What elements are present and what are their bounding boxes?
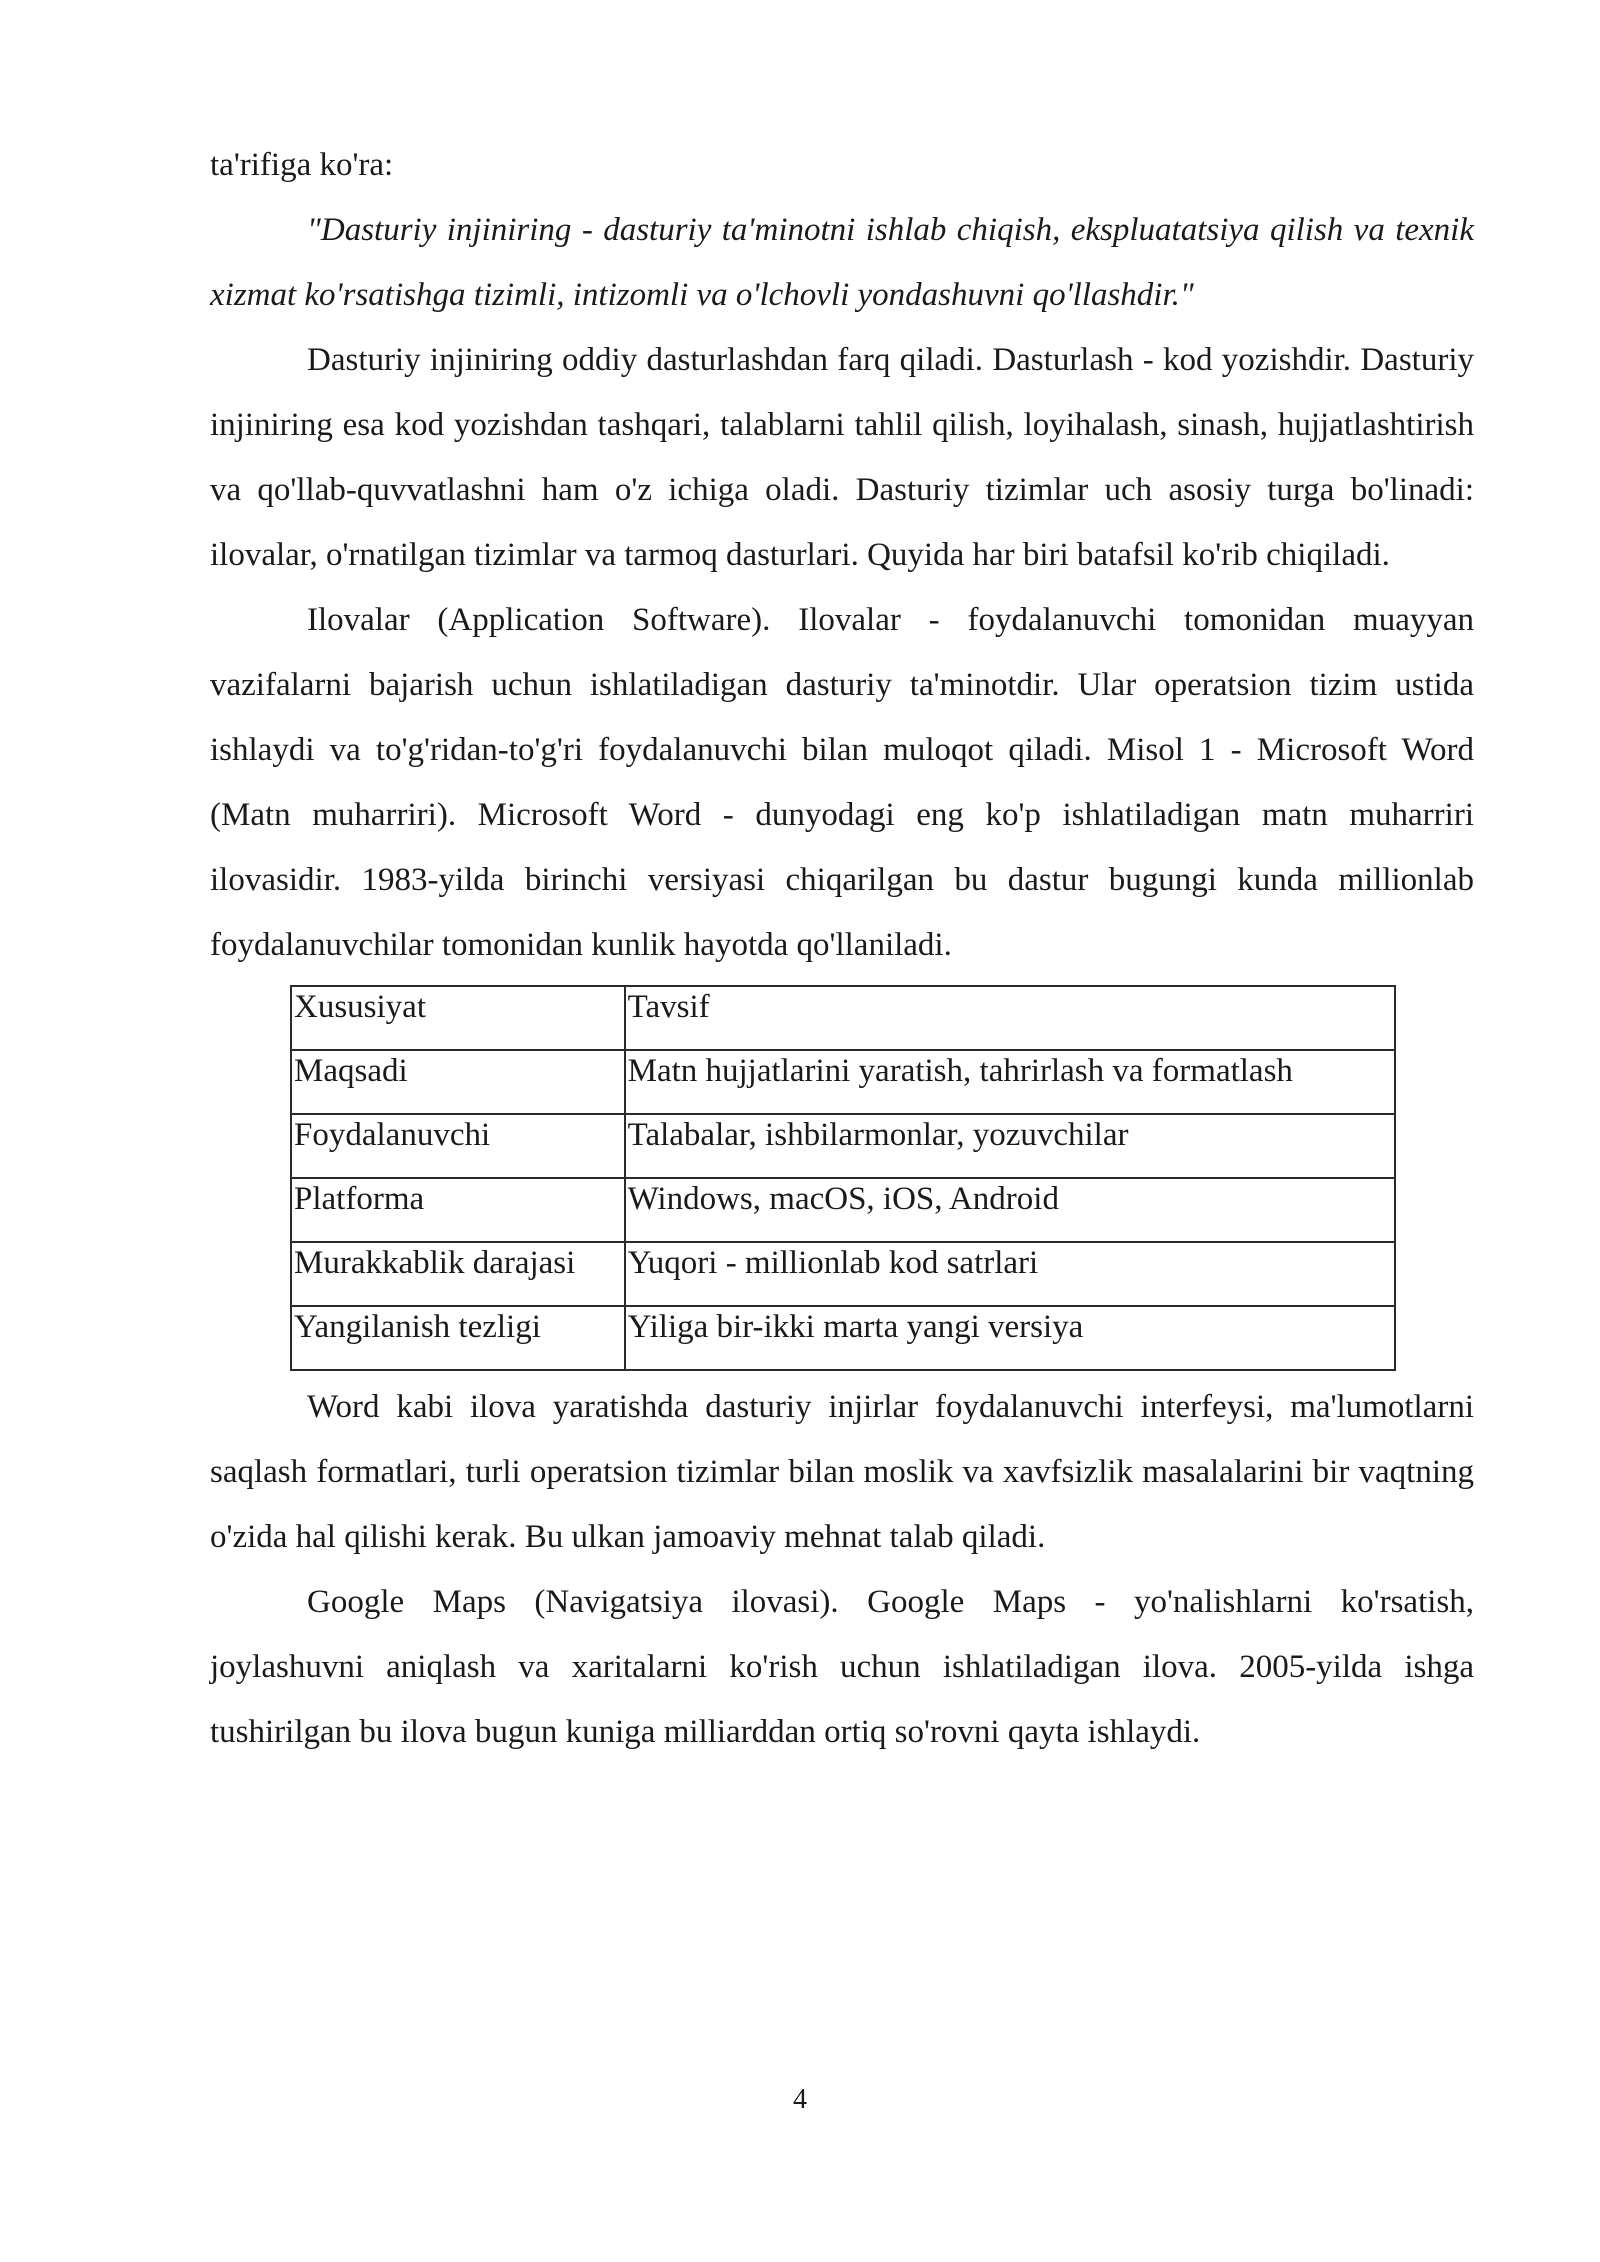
table-cell: Matn hujjatlarini yaratish, tahrirlash va formatlash — [625, 1050, 1395, 1114]
page-body — [210, 133, 1474, 1765]
table-cell: Murakkablik darajasi — [291, 1242, 625, 1306]
table-cell: Platforma — [291, 1178, 625, 1242]
paragraph-intro: ta'rifiga ko'ra: — [210, 147, 394, 183]
table-row — [291, 1242, 1395, 1306]
table-row — [291, 986, 1395, 1050]
word-properties-table — [290, 985, 1396, 1371]
paragraph-word-development: Word kabi ilova yaratishda dasturiy injirlar foydalanuvchi interfeysi, ma'lumotlarni saqlash formatlari, turli operatsion tizimlar bilan moslik va xavfsizlik masalalarini bir vaqtning o'zida hal qilishi kerak. Bu ulkan jamoaviy mehnat talab qiladi. — [210, 1389, 1474, 1555]
table-cell: Tavsif — [625, 986, 1395, 1050]
table-cell: Maqsadi — [291, 1050, 625, 1114]
table-cell: Yangilanish tezligi — [291, 1306, 625, 1370]
table-row — [291, 1306, 1395, 1370]
table-cell: Foydalanuvchi — [291, 1114, 625, 1178]
table-cell: Yuqori - millionlab kod satrlari — [625, 1242, 1395, 1306]
table-cell: Windows, macOS, iOS, Android — [625, 1178, 1395, 1242]
table-cell: Talabalar, ishbilarmonlar, yozuvchilar — [625, 1114, 1395, 1178]
table-cell: Yiliga bir-ikki marta yangi versiya — [625, 1306, 1395, 1370]
table-row — [291, 1050, 1395, 1114]
paragraph-google-maps: Google Maps (Navigatsiya ilovasi). Google Maps - yo'nalishlarni ko'rsatish, joylashuvni aniqlash va xaritalarni ko'rish uchun ishlatiladigan ilova. 2005-yilda ishga tushirilgan bu ilova bugun kuniga milliarddan ortiq so'rovni qayta ishlaydi. — [210, 1584, 1474, 1750]
table-cell: Xususiyat — [291, 986, 625, 1050]
page-number: 4 — [793, 2084, 807, 2115]
paragraph-application-software: Ilovalar (Application Software). Ilovalar - foydalanuvchi tomonidan muayyan vazifalarni bajarish uchun ishlatiladigan dasturiy ta'minotdir. Ular operatsion tizim ustida ishlaydi va to'g'ridan-to'g'ri foydalanuvchi bilan muloqot qiladi. Misol 1 - Microsoft Word (Matn muharriri). Microsoft Word - dunyodagi eng ko'p ishlatiladigan matn muharriri ilovasidir. 1983-yilda birinchi versiyasi chiqarilgan bu dastur bugungi kunda millionlab foydalanuvchilar tomonidan kunlik hayotda qo'llaniladi. — [210, 602, 1474, 963]
definition-quote: "Dasturiy injiniring - dasturiy ta'minotni ishlab chiqish, ekspluatatsiya qilish va texnik xizmat ko'rsatishga tizimli, intizomli va o'lchovli yondashuvni qo'llashdir." — [210, 212, 1474, 313]
paragraph-software-engineering: Dasturiy injiniring oddiy dasturlashdan farq qiladi. Dasturlash - kod yozishdir. Dasturiy injiniring esa kod yozishdan tashqari, talablarni tahlil qilish, loyihalash, sinash, hujjatlashtirish va qo'llab-quvvatlashni ham o'z ichiga oladi. Dasturiy tizimlar uch asosiy turga bo'linadi: ilovalar, o'rnatilgan tizimlar va tarmoq dasturlari. Quyida har biri batafsil ko'rib chiqiladi. — [210, 342, 1474, 573]
table-row — [291, 1114, 1395, 1178]
table-row — [291, 1178, 1395, 1242]
